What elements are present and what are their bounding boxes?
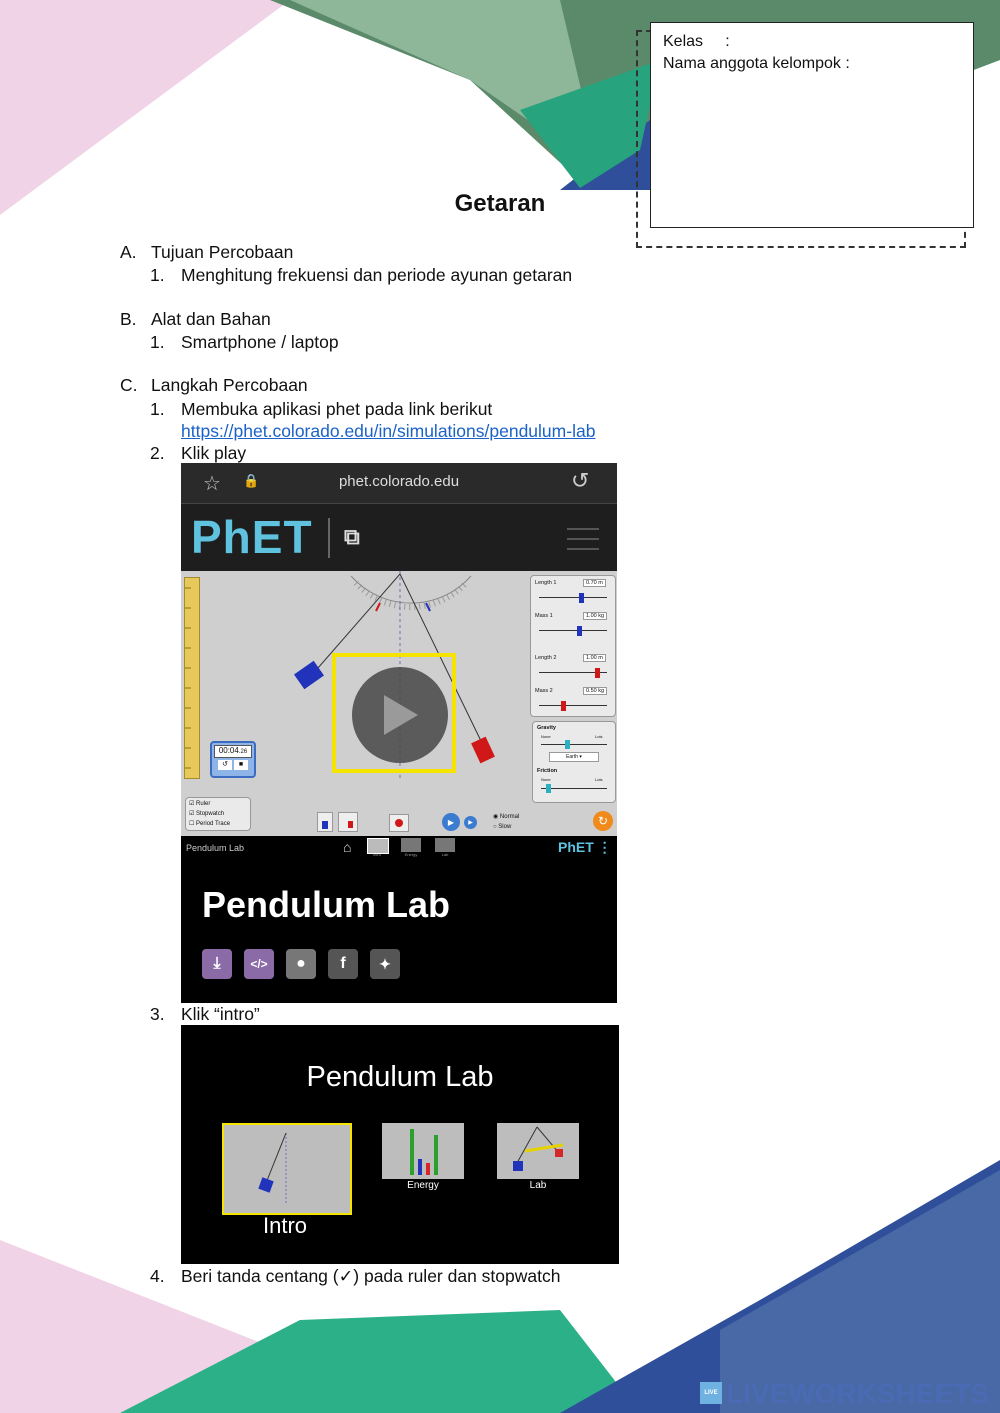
length2-thumb[interactable]	[595, 668, 600, 678]
reset-all-button[interactable]: ↻	[593, 811, 613, 831]
stopwatch-checkbox-label: Stopwatch	[196, 811, 225, 817]
speed-radio-group	[493, 812, 519, 832]
section-letter: B.	[120, 309, 137, 329]
energy-thumbnail	[382, 1123, 464, 1179]
nav-tab-lab-label: Lab	[441, 852, 449, 857]
gravity-select[interactable]: Earth ▾	[549, 752, 599, 762]
play-button[interactable]	[352, 667, 448, 763]
header-divider	[328, 518, 330, 558]
length1-label: Length 1	[535, 580, 557, 586]
ruler-checkbox-label: Ruler	[196, 801, 211, 807]
nav-tab-energy[interactable]	[401, 838, 421, 852]
sim-info-area	[181, 836, 617, 1003]
gravity-max-label: Lots	[595, 734, 603, 739]
kelas-label: Kelas :	[663, 33, 730, 50]
item-number: 4.	[150, 1266, 165, 1286]
item-number: 2.	[150, 443, 165, 463]
blue-pendulum-button[interactable]	[317, 812, 333, 832]
intro-screen-tile[interactable]	[222, 1123, 352, 1215]
list-item	[150, 332, 339, 353]
period-trace-checkbox[interactable]: ☐ Period Trace	[189, 821, 231, 827]
star-icon[interactable]: ☆	[203, 473, 221, 495]
nav-tab-lab[interactable]	[435, 838, 455, 852]
stopwatch-checkbox[interactable]: ☑ Stopwatch	[189, 811, 225, 817]
length1-slider[interactable]	[539, 597, 607, 598]
page-title: Getaran	[454, 190, 546, 217]
mass1-slider[interactable]	[539, 630, 607, 631]
length1-thumb[interactable]	[579, 593, 584, 603]
item-number: 1.	[150, 332, 165, 352]
student-info-box	[650, 22, 974, 228]
section-letter: A.	[120, 242, 137, 262]
stopwatch-reset-icon[interactable]: ↺	[218, 760, 232, 770]
liveworksheets-watermark: LIVEWORKSHEETS	[726, 1378, 989, 1409]
speed-normal-radio[interactable]: ◉ Normal	[493, 814, 520, 820]
item-text: Beri tanda centang (✓) pada ruler dan stopwatch	[181, 1266, 561, 1286]
pendulum-controls-panel	[530, 575, 616, 717]
sim-title: Pendulum Lab	[202, 884, 451, 925]
nama-label: Nama anggota kelompok :	[663, 55, 850, 72]
record-icon	[395, 819, 403, 827]
lab-thumbnail	[497, 1123, 579, 1179]
period-trace-checkbox-label: Period Trace	[196, 821, 231, 827]
photogate-button[interactable]	[389, 814, 409, 832]
gravity-select-value: Earth	[566, 754, 579, 760]
lab-screen-label: Lab	[529, 1180, 547, 1191]
item-number: 3.	[150, 1004, 165, 1024]
section-title: Tujuan Percobaan	[151, 242, 294, 262]
item-text: Smartphone / laptop	[181, 332, 339, 352]
speed-normal-label: Normal	[499, 814, 520, 820]
play-icon	[380, 693, 420, 737]
item-text: Membuka aplikasi phet pada link berikut	[181, 399, 493, 419]
mass2-label: Mass 2	[535, 688, 553, 694]
visibility-panel	[185, 797, 251, 831]
stopwatch-ms: .26	[238, 749, 248, 755]
friction-thumb[interactable]	[546, 784, 551, 793]
simulation-area	[181, 571, 617, 836]
phet-screenshot-intro	[181, 1025, 619, 1264]
two-pendulum-button[interactable]	[338, 812, 358, 832]
speed-slow-radio[interactable]: ○ Slow	[493, 824, 512, 830]
twitter-icon[interactable]: ✦	[370, 949, 400, 979]
gravity-min-label: None	[541, 734, 551, 739]
nav-tab-energy-label: Energy	[404, 852, 418, 857]
phet-logo: PhET	[191, 511, 313, 563]
gravity-thumb[interactable]	[565, 740, 570, 749]
phet-screenshot-play	[181, 463, 617, 1003]
section-letter: C.	[120, 375, 138, 395]
section-title: Alat dan Bahan	[151, 309, 271, 329]
item-text: Klik play	[181, 443, 247, 463]
section-a	[120, 242, 293, 263]
section-c	[120, 375, 308, 396]
section-title: Langkah Percobaan	[151, 375, 308, 395]
length2-value: 1.00 m	[583, 654, 606, 662]
screen-select-title: Pendulum Lab	[306, 1061, 494, 1093]
mass1-value: 1.00 kg	[583, 612, 607, 620]
nav-sim-title: Pendulum Lab	[186, 843, 245, 853]
lab-screen-tile[interactable]	[497, 1123, 579, 1179]
mass2-slider[interactable]	[539, 705, 607, 706]
gravity-label: Gravity	[537, 725, 556, 731]
list-item	[150, 1004, 260, 1025]
home-icon[interactable]: ⌂	[343, 839, 352, 855]
phet-link[interactable]: https://phet.colorado.edu/in/simulations/pendulum-lab	[181, 421, 596, 441]
gravity-slider[interactable]	[541, 744, 607, 745]
energy-screen-tile[interactable]	[382, 1123, 464, 1179]
friction-label: Friction	[537, 768, 558, 774]
ruler-checkbox[interactable]: ☑ Ruler	[189, 801, 211, 807]
energy-screen-label: Energy	[407, 1180, 439, 1191]
hamburger-menu-icon[interactable]	[567, 528, 599, 550]
item-number: 1.	[150, 399, 165, 419]
phet-menu-logo[interactable]: PhET ⋮	[558, 839, 612, 855]
lock-icon: 🔒	[243, 473, 260, 488]
list-item	[150, 443, 246, 464]
friction-min-label: None	[541, 777, 551, 782]
section-b	[120, 309, 271, 330]
reload-icon[interactable]: ↺	[571, 468, 590, 493]
list-item	[150, 399, 492, 420]
item-text: Klik “intro”	[181, 1004, 260, 1024]
stopwatch-display	[214, 745, 252, 758]
stopwatch-time: 00:04	[218, 746, 239, 755]
nav-tab-intro-label: Intro	[372, 852, 381, 857]
mass1-label: Mass 1	[535, 613, 553, 619]
step-button[interactable]: ▶	[464, 816, 477, 829]
cu-logo-icon: ⧉	[344, 524, 360, 549]
speed-slow-label: Slow	[498, 824, 512, 830]
item-text: Menghitung frekuensi dan periode ayunan getaran	[181, 265, 573, 285]
ruler-ticks	[185, 578, 199, 778]
stopwatch[interactable]	[210, 741, 256, 778]
share-buttons	[202, 949, 400, 979]
stopwatch-stop-icon[interactable]: ■	[234, 760, 248, 770]
facebook-icon[interactable]: f	[328, 949, 358, 979]
item-number: 1.	[150, 265, 165, 285]
list-item	[150, 1266, 560, 1287]
liveworksheets-badge: LIVE	[700, 1382, 722, 1404]
intro-screen-label: Intro	[262, 1213, 308, 1238]
download-icon[interactable]: ⤓	[202, 949, 232, 979]
ruler[interactable]	[184, 577, 200, 779]
mass2-value: 0.50 kg	[583, 687, 607, 695]
url-text[interactable]: phet.colorado.edu	[338, 473, 460, 490]
intro-thumbnail	[224, 1125, 346, 1209]
friction-max-label: Lots	[595, 777, 603, 782]
mass1-thumb[interactable]	[577, 626, 582, 636]
embed-icon[interactable]: </>	[244, 949, 274, 979]
sim-play-pause-button[interactable]: ▶	[442, 813, 460, 831]
browser-url-bar	[181, 463, 617, 503]
phet-header	[181, 503, 617, 572]
length1-value: 0.70 m	[583, 579, 606, 587]
user-icon[interactable]: ●	[286, 949, 316, 979]
list-item	[150, 265, 572, 286]
environment-panel	[532, 721, 616, 803]
length2-label: Length 2	[535, 655, 557, 661]
mass2-thumb[interactable]	[561, 701, 566, 711]
